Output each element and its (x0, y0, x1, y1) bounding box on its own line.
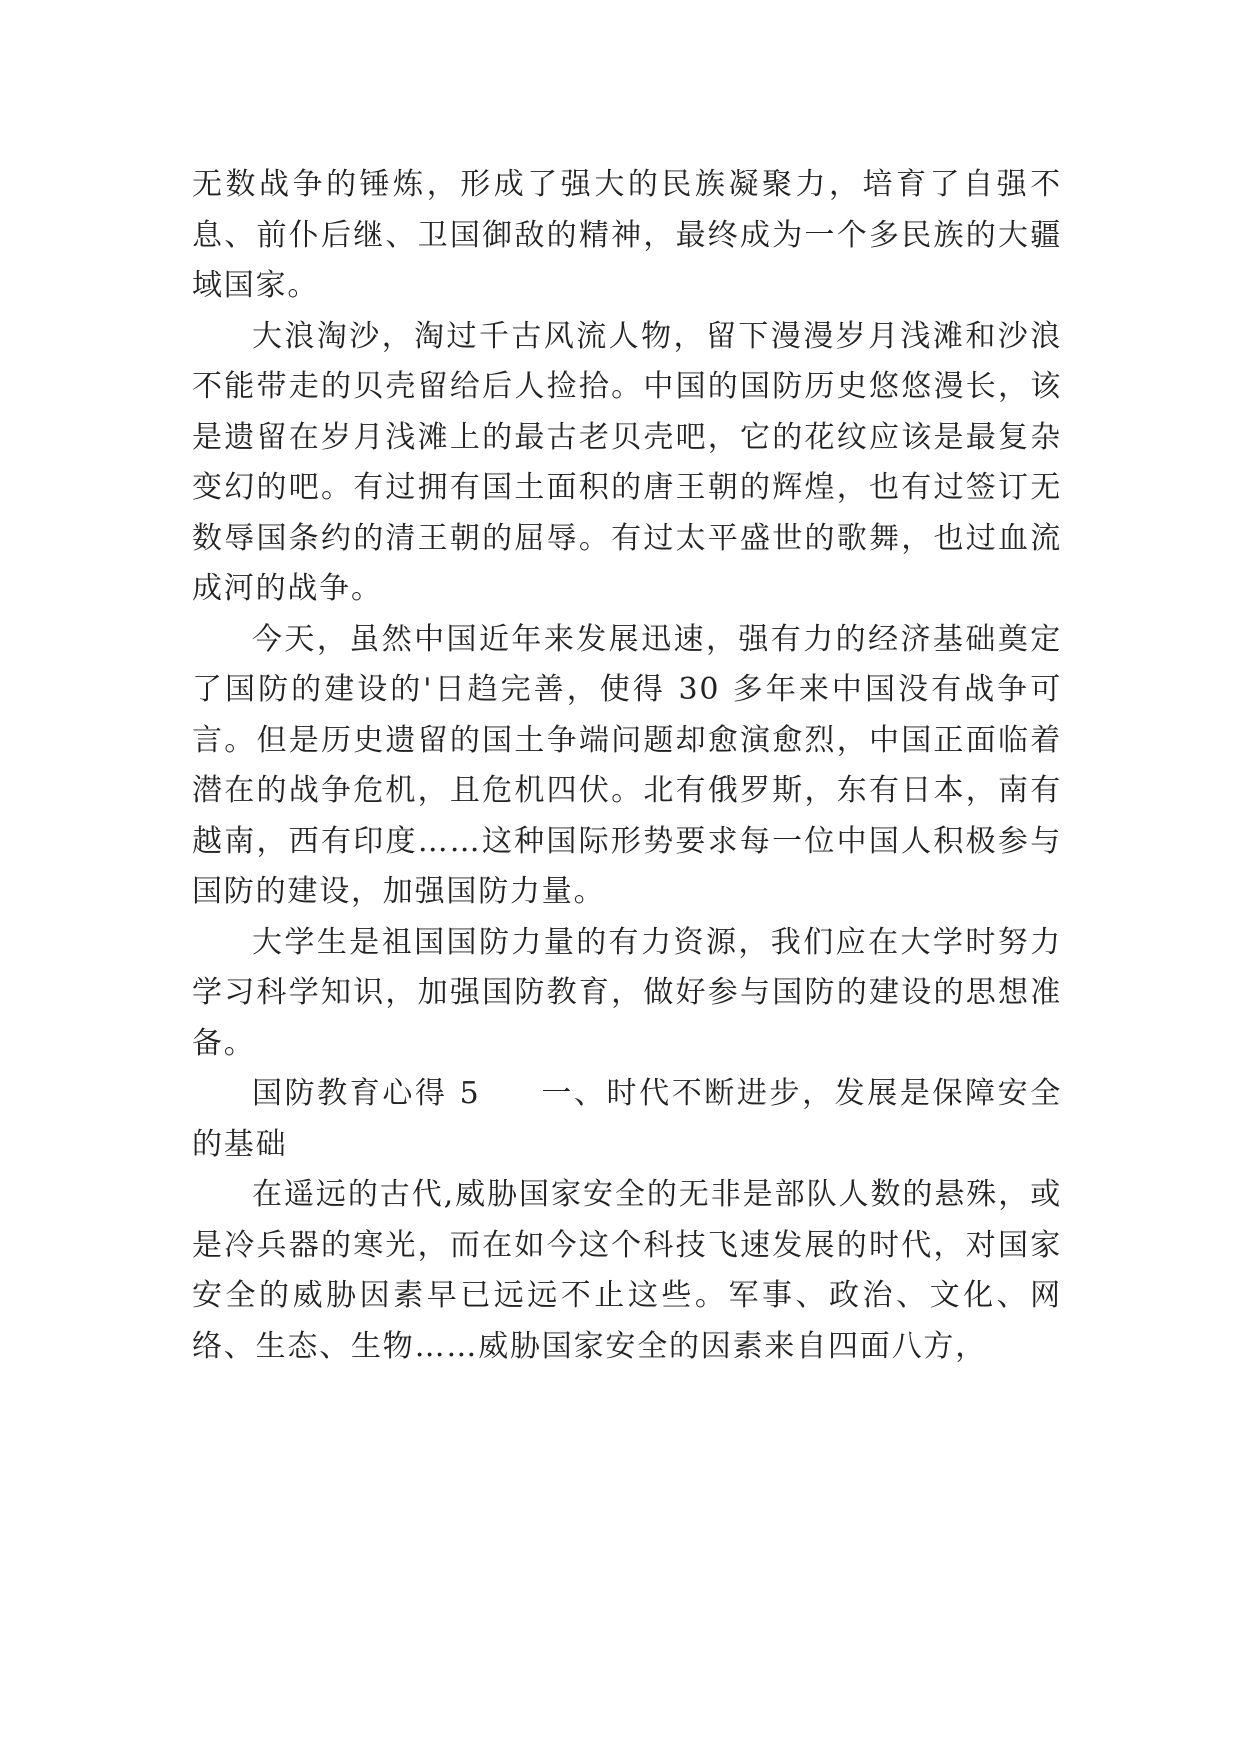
document-body (192, 160, 1062, 1372)
paragraph-3: 今天，虽然中国近年来发展迅速，强有力的经济基础奠定了国防的建设的'日趋完善，使得 30 多年来中国没有战争可言。但是历史遗留的国土争端问题却愈演愈烈，中国正面临着潜在的战争危机，且危机四伏。北有俄罗斯，东有日本，南有越南，西有印度……这种国际形势要求每一位中国人积极参与国防的建设，加强国防力量。 (192, 621, 1062, 909)
paragraph-4: 大学生是祖国国防力量的有力资源，我们应在大学时努力学习科学知识，加强国防教育，做好参与国防的建设的思想准备。 (192, 924, 1062, 1061)
paragraph-final: 在遥远的古代,威胁国家安全的无非是部队人数的悬殊，或是冷兵器的寒光，而在如今这个科技飞速发展的时代，对国家安全的威胁因素早已远远不止这些。军事、政治、文化、网络、生态、生物……威胁国家安全的因素来自四面八方， (192, 1177, 1062, 1364)
section-subheading: 一、时代不断进步，发展是保障安全的基础 (192, 1076, 1062, 1162)
section-heading-paragraph (192, 1069, 1062, 1170)
paragraph-1: 无数战争的锤炼，形成了强大的民族凝聚力，培育了自强不息、前仆后继、卫国御敌的精神，最终成为一个多民族的大疆域国家。 (192, 167, 1062, 303)
paragraph-2: 大浪淘沙，淘过千古风流人物，留下漫漫岁月浅滩和沙浪不能带走的贝壳留给后人捡拾。中国的国防历史悠悠漫长，该是遗留在岁月浅滩上的最古老贝壳吧，它的花纹应该是最复杂变幻的吧。有过拥有国土面积的唐王朝的辉煌，也有过签订无数辱国条约的清王朝的屈辱。有过太平盛世的歌舞，也过血流成河的战争。 (192, 318, 1062, 606)
section-heading: 国防教育心得 5 (252, 1076, 481, 1111)
